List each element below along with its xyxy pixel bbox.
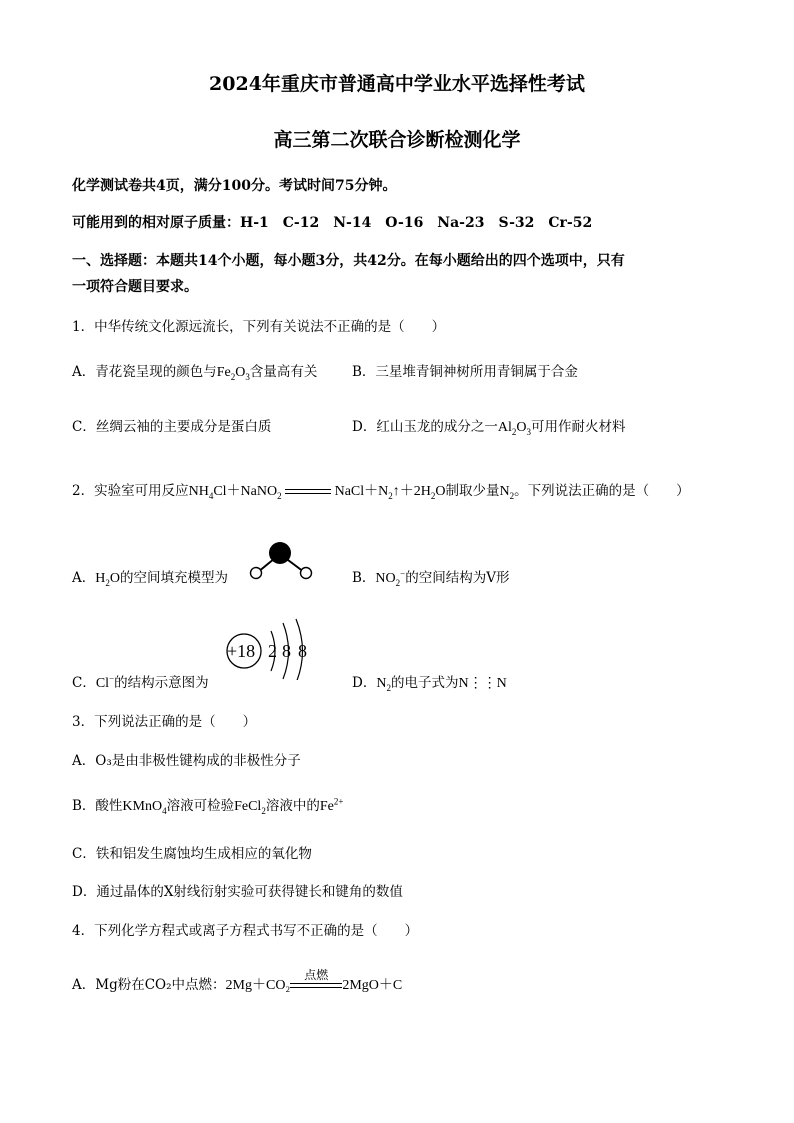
q4-stem: 4．下列化学方程式或离子方程式书写不正确的是（ ）	[72, 923, 419, 939]
q3-option-d: D．通过晶体的X射线衍射实验可获得键长和键角的数值	[72, 884, 403, 900]
q3-b-text-end: 溶液中的	[265, 798, 320, 814]
q2-reaction-equation: $NH_4Cl+NaNO_2$ $NaCl+N_2↑+2H_2O$	[188, 484, 446, 501]
exam-info: 化学测试卷共4页，满分100分。考试时间75分钟。	[72, 178, 397, 194]
q2-stem-text: 2．实验室可用反应	[72, 483, 189, 499]
q2-b-text: 的空间结构为V形	[405, 570, 510, 586]
q4-equation-rhs: 2MgO＋C	[342, 978, 403, 993]
nitrite-ion-formula: $NO_2^-$	[375, 568, 406, 588]
q1-a-text: A．青花瓷呈现的颜色与	[72, 364, 217, 380]
shell-2-electrons: 8	[282, 641, 291, 661]
q1-option-d	[352, 415, 625, 437]
h2o-formula: $H_2O$	[95, 571, 120, 588]
q2-c-label: C．	[72, 675, 96, 691]
al2o3-formula: $Al_2O_3$	[497, 420, 531, 437]
q2-stem	[72, 479, 690, 501]
fecl2-formula: FeCl$_2$	[234, 799, 266, 816]
q1-d-text-end: 可用作耐火材料	[530, 419, 626, 435]
q3-option-a: A．O₃是由非极性键构成的非极性分子	[72, 753, 301, 769]
n2-formula: $N_2$	[499, 484, 515, 501]
q3-b-text: B．酸性	[72, 798, 123, 814]
q2-stem-text-end: 。下列说法正确的是（ ）	[514, 483, 690, 499]
q2-option-c	[72, 671, 209, 692]
q4-reaction-arrow	[290, 967, 342, 991]
q3-stem: 3．下列说法正确的是（ ）	[72, 714, 257, 730]
q2-option-a	[72, 566, 228, 588]
q4-a-text: A．Mg粉在CO₂中点燃：	[72, 977, 226, 993]
q3-b-text-mid: 溶液可检验	[166, 798, 235, 814]
q2-stem-text-mid: 制取少量	[445, 483, 500, 499]
n2-electron-formula: N⋮⋮N	[458, 676, 507, 691]
q2-a-label: A．	[72, 570, 96, 586]
q2-a-text: 的空间填充模型为	[120, 570, 228, 586]
q2-c-text: 的结构示意图为	[114, 675, 209, 691]
q2-b-label: B．	[352, 570, 376, 586]
q4-condition: 点燃	[304, 967, 329, 982]
q1-option-c: C．丝绸云袖的主要成分是蛋白质	[72, 419, 272, 435]
q3-option-b	[72, 794, 343, 816]
q1-d-text: D．红山玉龙的成分之一	[352, 419, 498, 435]
chloride-atomic-structure-diagram	[224, 614, 324, 680]
fe2o3-formula: $Fe_2O_3$	[216, 365, 250, 382]
n2-molecule-formula: $N_2$	[376, 676, 391, 693]
q2-d-text: 的电子式为	[390, 675, 459, 691]
water-space-filling-model	[242, 536, 322, 582]
chloride-ion-formula: Cl−	[95, 673, 115, 691]
exam-title: 2024年重庆市普通高中学业水平选择性考试	[209, 73, 585, 95]
q4-equation-lhs: 2Mg＋CO₂	[225, 978, 291, 993]
q1-a-text-end: 含量高有关	[249, 364, 318, 380]
q1-option-b: B．三星堆青铜神树所用青铜属于合金	[352, 364, 578, 380]
ferrous-ion-formula: $Fe^{2+}$	[319, 796, 344, 814]
atomic-masses: 可能用到的相对原子质量：H-1 C-12 N-14 O-16 Na-23 S-32 Cr-52	[72, 215, 593, 231]
q3-option-c: C．铁和铝发生腐蚀均生成相应的氧化物	[72, 846, 312, 862]
exam-subtitle: 高三第二次联合诊断检测化学	[273, 129, 521, 151]
q2-d-label: D．	[352, 675, 377, 691]
q1-option-a	[72, 360, 317, 382]
section-heading-line2: 一项符合题目要求。	[72, 279, 198, 295]
q1-stem: 1．中华传统文化源远流长，下列有关说法不正确的是（ ）	[72, 319, 446, 335]
shell-3-electrons: 8	[298, 641, 307, 661]
nucleus-charge: +18	[227, 641, 256, 661]
q4-option-a	[72, 967, 403, 994]
kmno4-formula: KMnO$_4$	[122, 799, 167, 816]
q2-option-d	[352, 671, 507, 693]
shell-1-electrons: 2	[268, 641, 277, 661]
section-heading-line1: 一、选择题：本题共14个小题，每小题3分，共42分。在每小题给出的四个选项中，只有	[72, 253, 625, 269]
q2-option-b	[352, 566, 509, 588]
